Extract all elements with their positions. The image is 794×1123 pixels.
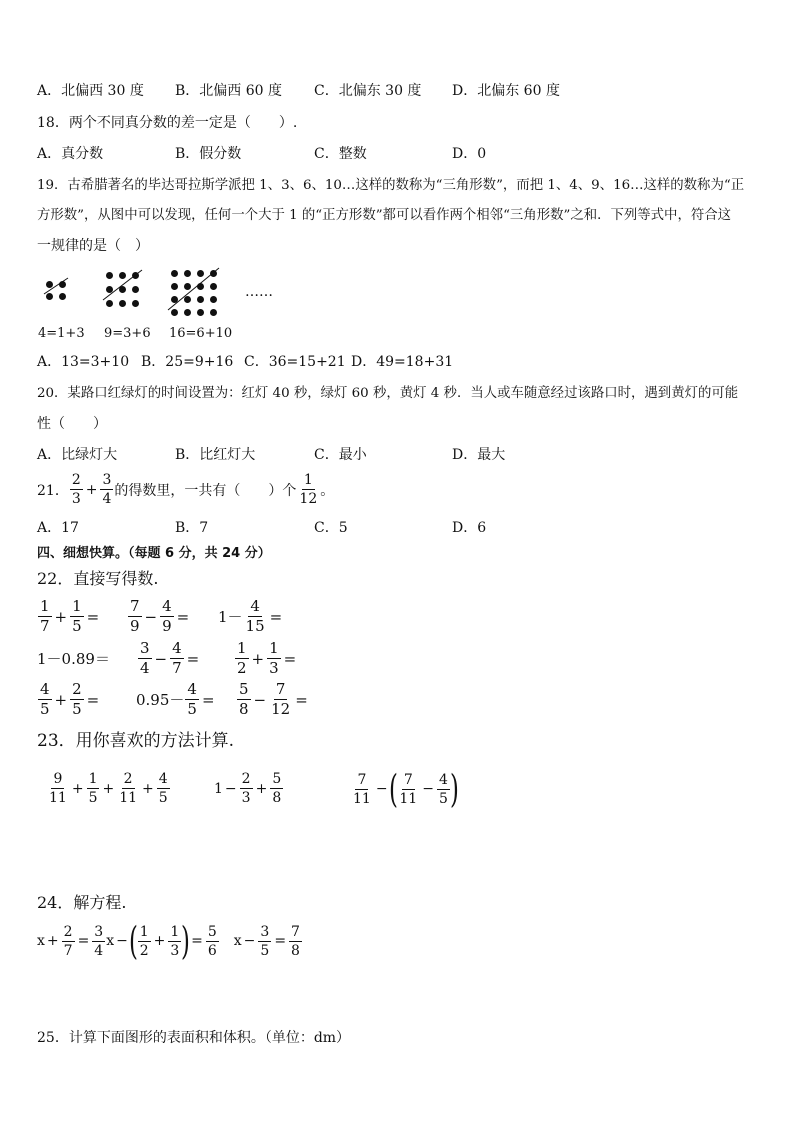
q20-options bbox=[37, 445, 757, 465]
q23-stem: 23．用你喜欢的方法计算. bbox=[37, 731, 235, 751]
q22-r1-c: 1－ $\frac{4}{15}$ = bbox=[218, 597, 283, 635]
q19-figure-4-divider bbox=[40, 274, 72, 302]
q21-option-c[interactable]: C．5 bbox=[314, 520, 348, 536]
q22-r1-b: $\frac{7}{9}$ − $\frac{4}{9}$ = bbox=[130, 597, 190, 635]
q17-option-b[interactable]: B．北偏西 60 度 bbox=[175, 83, 283, 99]
q19-caption-16: 16=6+10 bbox=[169, 326, 233, 341]
q23-expr-2: 1 − $\frac{2}{3}$ + $\frac{5}{8}$ bbox=[214, 771, 282, 806]
q19-figure-9-divider bbox=[100, 266, 146, 310]
q21-number: 21． bbox=[37, 482, 69, 499]
q19-option-c[interactable]: C．36=15+21 bbox=[244, 354, 346, 370]
q21-fraction-1: $\frac{2}{3}$ bbox=[71, 472, 81, 507]
q18-option-d[interactable]: D．0 bbox=[452, 146, 487, 162]
q19-ellipsis: …… bbox=[245, 284, 273, 300]
q20-stem-line2: 性（ ） bbox=[37, 416, 107, 432]
q22-stem: 22．直接写得数. bbox=[37, 569, 159, 588]
section-4-title: 四、细想快算。（每题 6 分，共 24 分） bbox=[37, 546, 271, 561]
q20-option-d[interactable]: D．最大 bbox=[452, 447, 506, 463]
q21-text: 的得数里，一共有（ ）个 bbox=[114, 482, 297, 499]
q24-equations: x + $\frac{2}{7}$ = $\frac{3}{4}$ x − ( $\frac{1}{2}$ + $\frac{1}{3}$ ) = $\frac{5}{6}$ x − $\frac{3}{5}$ = $\frac{7}{8}$ bbox=[37, 919, 300, 963]
q22-r2-b: $\frac{3}{4}$ − $\frac{4}{7}$ = bbox=[140, 639, 200, 677]
q22-r2-a: 1－0.89＝ bbox=[37, 650, 110, 668]
q19-stem-line2: 方形数”，从图中可以发现，任何一个大于 1 的“正方形数”都可以看作两个相邻“三角形数”之和．下列等式中，符合这 bbox=[37, 208, 732, 223]
q21-option-a[interactable]: A．17 bbox=[37, 520, 79, 536]
q21-fraction-3: $\frac{1}{12}$ bbox=[299, 472, 318, 507]
q18-stem: 18．两个不同真分数的差一定是（ ）. bbox=[37, 115, 298, 131]
q22-r1-a: $\frac{1}{7}$ + $\frac{1}{5}$ = bbox=[40, 597, 100, 635]
q19-caption-9: 9=3+6 bbox=[104, 326, 151, 341]
q23-expr-1: $\frac{9}{11}$ + $\frac{1}{5}$ + $\frac{2}{11}$ + $\frac{4}{5}$ bbox=[49, 771, 168, 806]
q22-r2-c: $\frac{1}{2}$ + $\frac{1}{3}$ = bbox=[237, 639, 297, 677]
q21-fraction-2: $\frac{3}{4}$ bbox=[102, 472, 112, 507]
q19-options bbox=[37, 352, 757, 372]
q18-option-a[interactable]: A．真分数 bbox=[37, 146, 104, 162]
q19-option-b[interactable]: B．25=9+16 bbox=[141, 354, 234, 370]
q20-option-b[interactable]: B．比红灯大 bbox=[175, 447, 256, 463]
q20-option-a[interactable]: A．比绿灯大 bbox=[37, 447, 118, 463]
q25-stem: 25．计算下面图形的表面积和体积。（单位：dm） bbox=[37, 1030, 351, 1046]
q17-option-c[interactable]: C．北偏东 30 度 bbox=[314, 83, 422, 99]
q19-stem-line3: 一规律的是（ ） bbox=[37, 238, 149, 254]
q22-r3-b: 0.95－ $\frac{4}{5}$ = bbox=[136, 680, 215, 718]
q23-expr-3: $\frac{7}{11}$ − ( $\frac{7}{11}$ − $\frac{4}{5}$ ) bbox=[353, 767, 459, 811]
q20-stem-line1: 20．某路口红绿灯的时间设置为：红灯 40 秒，绿灯 60 秒，黄灯 4 秒．当人或车随意经过该路口时，遇到黄灯的可能 bbox=[37, 386, 739, 401]
q22-r3-a: $\frac{4}{5}$ + $\frac{2}{5}$ = bbox=[40, 680, 100, 718]
q20-option-c[interactable]: C．最小 bbox=[314, 447, 367, 463]
q17-options bbox=[37, 81, 757, 101]
q17-option-a[interactable]: A．北偏西 30 度 bbox=[37, 83, 144, 99]
q21-stem: 21． $\frac{2}{3}$ + $\frac{3}{4}$ 的得数里，一共有（ ）个 $\frac{1}{12}$ 。 bbox=[37, 472, 335, 507]
q19-caption-4: 4=1+3 bbox=[38, 326, 85, 341]
q19-option-a[interactable]: A．13=3+10 bbox=[37, 354, 130, 370]
q19-option-d[interactable]: D．49=18+31 bbox=[351, 354, 454, 370]
q18-option-c[interactable]: C．整数 bbox=[314, 146, 367, 162]
q19-figure-16-divider bbox=[165, 264, 223, 320]
q21-option-b[interactable]: B．7 bbox=[175, 520, 209, 536]
q19-stem-line1: 19．古希腊著名的毕达哥拉斯学派把 1、3、6、10…这样的数称为“三角形数”，而把 1、4、9、16…这样的数称为“正 bbox=[37, 178, 745, 193]
q24-stem: 24．解方程. bbox=[37, 893, 127, 912]
q22-r3-c: $\frac{5}{8}$ − $\frac{7}{12}$ = bbox=[239, 680, 308, 718]
q21-option-d[interactable]: D．6 bbox=[452, 520, 487, 536]
q18-option-b[interactable]: B．假分数 bbox=[175, 146, 242, 162]
q17-option-d[interactable]: D．北偏东 60 度 bbox=[452, 83, 560, 99]
q18-options bbox=[37, 144, 757, 164]
q21-options bbox=[37, 518, 757, 538]
